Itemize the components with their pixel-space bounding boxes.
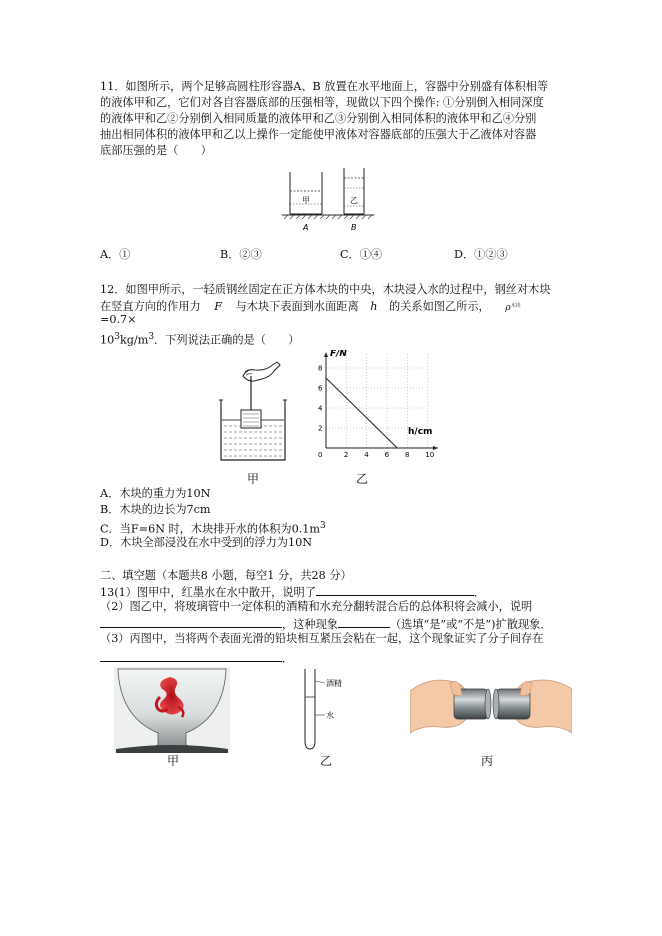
q13-part1-text: 13(1）图甲中，红墨水在水中散开，说明了 (100, 586, 316, 599)
q12-option-a[interactable]: A．木块的重力为10N (100, 487, 211, 500)
q12-option-d[interactable]: D．木块全部浸没在水中受到的浮力为10N (100, 536, 312, 549)
liquid-b-label: 乙 (350, 196, 358, 205)
test-tube (305, 669, 315, 749)
q13-part2c-text: （选填“是”或“不是”)扩散现象． (389, 618, 552, 631)
x-tick-label: 10 (425, 451, 435, 459)
containers-figure (278, 168, 388, 236)
figure-a-caption: 甲 (247, 472, 260, 486)
q13-part3: （3）丙图中，当将两个表面光滑的铅块相互紧压会粘在一起，这个现象证实了分子间存在 (100, 632, 544, 645)
beaker (221, 400, 285, 460)
x-axis-label: h/cm (408, 427, 433, 437)
q11-line-3: 的液体甲和乙②分别倒入相同质量的液体甲和乙③分别倒入相同体积的液体甲和乙④分别 (100, 112, 537, 125)
x-tick-label: 6 (384, 451, 390, 459)
container-b (344, 168, 364, 214)
q12-option-c[interactable] (100, 519, 326, 537)
q12-line-1: 12．如图甲所示，一轻质钢丝固定在正方体木块的中央，木块浸入水的过程中，钢丝对木块 (100, 283, 551, 296)
ink-glass-photo (114, 667, 230, 753)
water-label: 水 (326, 711, 334, 720)
force-symbol: F (214, 300, 223, 313)
force-depth-chart (310, 350, 450, 460)
q12-line4-unit-exp: 3 (148, 332, 155, 342)
photo-c-caption: 丙 (481, 754, 494, 768)
q12-line4-unit: kg/m (119, 333, 149, 347)
q12-line-4 (100, 330, 300, 348)
lead-blocks-photo (410, 667, 572, 739)
series-line (326, 378, 397, 448)
ground-hatch (284, 215, 372, 219)
x-tick-label: 4 (364, 451, 369, 459)
photo-b-caption: 乙 (320, 754, 333, 768)
q12-line4-base: 10 (100, 333, 115, 347)
q12-line2-c: 的关系如图乙所示， (389, 300, 490, 313)
x-tick-label: 0 (318, 451, 323, 459)
q13-part1 (100, 584, 485, 600)
y-tick-label: 8 (318, 364, 323, 373)
x-tick-label: 2 (343, 451, 349, 459)
q13-part2-line2 (100, 616, 551, 632)
q13-part3-line2 (100, 650, 293, 666)
q11-option-a[interactable]: A．① (100, 248, 131, 261)
q12-line4-rest: ．下列说法正确的是（ ） (154, 333, 300, 347)
q12-line2-a: 在竖直方向的作用力 (100, 300, 201, 313)
y-tick-label: 2 (318, 424, 323, 433)
q11-line-5: 底部压强的是（ ） (100, 144, 212, 157)
q13-part3-end: ． (282, 652, 294, 665)
container-a (290, 172, 322, 214)
depth-symbol: h (370, 300, 378, 313)
photo-a-caption: 甲 (167, 754, 180, 768)
container-a-label: A (303, 223, 309, 232)
y-tick-label: 6 (318, 384, 323, 393)
y-axis-label: F/N (330, 350, 347, 359)
beaker-figure (215, 360, 295, 470)
q12-option-b[interactable]: B．木块的边长为7cm (100, 503, 211, 516)
answer-blank-1[interactable] (316, 584, 474, 596)
wood-block (241, 410, 261, 428)
answer-blank-4[interactable] (100, 650, 282, 662)
liquid-a-label: 甲 (302, 196, 310, 205)
q12-option-c-text: C．当F=6N 时，木块排开水的体积为0.1m (100, 522, 320, 536)
q11-option-d[interactable]: D．①②③ (454, 248, 508, 261)
hand-icon (243, 362, 280, 381)
y-tick-label: 4 (318, 404, 323, 413)
x-axis-arrow (433, 446, 438, 450)
q11-line-4: 抽出相同体积的液体甲和乙以上操作一定能使甲液体对容器底部的压强大于乙液体对容器 (100, 128, 537, 141)
q12-line2-b: 与木块下表面到水面距离 (235, 300, 359, 313)
answer-blank-3[interactable] (338, 616, 390, 628)
answer-blank-2[interactable] (100, 616, 282, 628)
q12-option-c-exp: 3 (320, 521, 326, 531)
q11-line-1: 11．如图所示，两个足够高圆柱形容器A、B 放置在水平地面上，容器中分别盛有体积相等 (100, 80, 549, 93)
container-b-label: B (351, 223, 357, 232)
section2-heading: 二、填空题（本题共8 小题，每空1 分，共28 分） (100, 569, 352, 582)
q12-line4-exp: 3 (114, 332, 120, 342)
density-symbol: ρ (505, 303, 511, 313)
y-axis-arrow (324, 352, 328, 357)
q11-option-b[interactable]: B．②③ (220, 248, 262, 261)
x-tick-label: 8 (404, 451, 410, 459)
q11-line-2: 的液体甲和乙，它们对各自容器底部的压强相等，现做以下四个操作: ①分别倒入相同深度 (100, 96, 544, 109)
q11-option-c[interactable]: C．①④ (340, 248, 383, 261)
test-tube-figure (295, 667, 365, 753)
q12-line-3: =0.7× (100, 313, 137, 326)
density-subscript: 木块 (510, 303, 521, 309)
q13-part2: （2）图乙中，将玻璃管中一定体积的酒精和水充分翻转混合后的总体积将会减小，说明 (100, 600, 533, 613)
q13-part1-end: ． (473, 586, 486, 599)
q12-line-2 (100, 299, 521, 315)
alcohol-label: 酒精 (326, 679, 342, 688)
figure-b-caption: 乙 (356, 472, 369, 486)
q13-part2b-text: ，这种现象 (282, 618, 338, 631)
